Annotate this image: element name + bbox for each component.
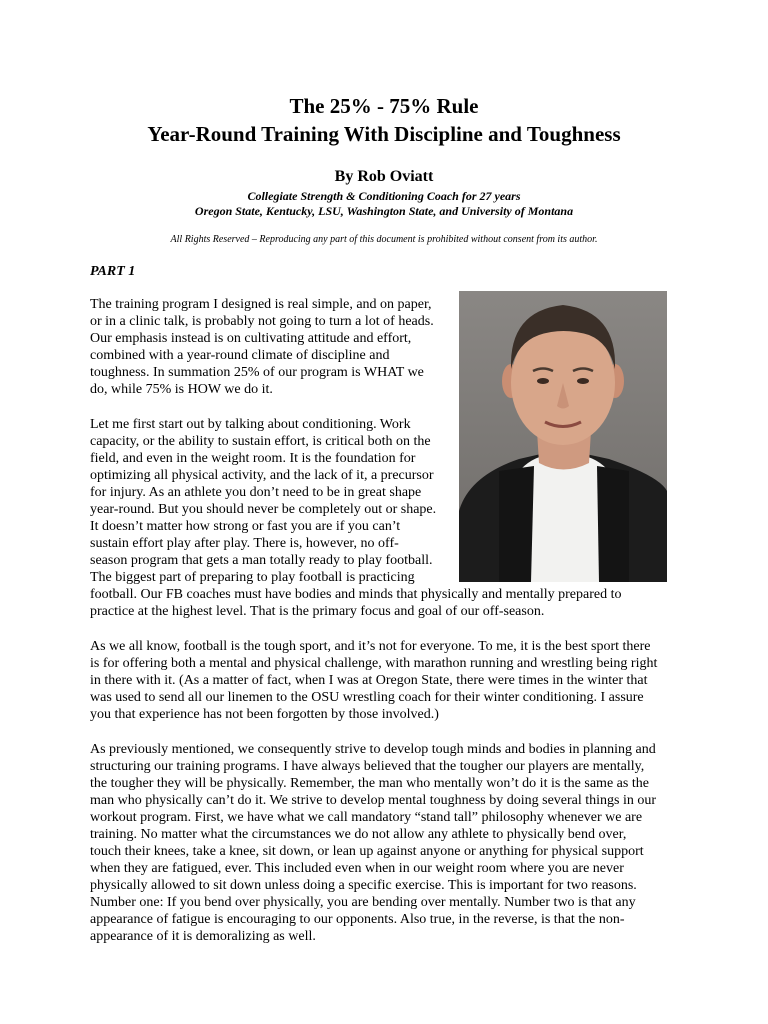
- text-line: was used to send all our linemen to the OSU wrestling coach for their winter conditioning. I assure: [90, 690, 644, 705]
- text-line: As previously mentioned, we consequently strive to develop tough minds and bodies in planning and: [90, 742, 656, 757]
- text-line: It doesn’t matter how strong or fast you are if you can’t: [90, 519, 401, 534]
- text-line: As we all know, football is the tough sport, and it’s not for everyone. To me, it is the best sport there: [90, 639, 651, 654]
- text-line: year-round. But you should never be completely out or shape.: [90, 502, 437, 517]
- text-line: man who physically can’t do it. We strive to develop mental toughness by doing several things in our: [90, 793, 657, 808]
- text-line: field, and even in the weight room. It is the foundation for: [90, 451, 416, 466]
- section-label: PART 1: [90, 264, 136, 279]
- text-line: do, while 75% is HOW we do it.: [90, 382, 273, 397]
- author-photo: [459, 291, 667, 582]
- text-line: in there with it. (As a matter of fact, when I was at Oregon State, there were times in the winter that: [90, 673, 648, 688]
- author-byline: By Rob Oviatt: [334, 168, 434, 185]
- text-line: training. No matter what the circumstances we do not allow any athlete to physically bend over,: [90, 827, 627, 842]
- rights-notice: All Rights Reserved – Reproducing any part of this document is prohibited without consent from its author.: [170, 234, 598, 245]
- text-line: the tougher they will be physically. Remember, the man who mentally won’t do it is the same as the: [90, 776, 649, 791]
- text-line: appearance of it is demoralizing as well.: [90, 929, 316, 944]
- text-line: season program that gets a man totally ready to play football.: [90, 553, 433, 568]
- text-line: is for offering both a mental and physical challenge, with marathon running and wrestling being right: [90, 656, 658, 671]
- text-line: capacity, or the ability to sustain effort, is critical both on the: [90, 434, 431, 449]
- text-line: you that experience has not been forgotten by those involved.): [90, 707, 439, 722]
- text-line: toughness. In summation 25% of our program is WHAT we: [90, 365, 424, 380]
- text-line: when they are fatigued, ever. This included even when in our weight room where you are never: [90, 861, 624, 876]
- text-line: appearance of fatigue is encouraging to our opponents. Also true, in the reverse, is that the non-: [90, 912, 625, 927]
- text-line: Our emphasis instead is on cultivating attitude and effort,: [90, 331, 412, 346]
- text-line: combined with a year-round climate of discipline and: [90, 348, 390, 363]
- title-line-2: Year-Round Training With Discipline and Toughness: [147, 122, 621, 146]
- text-line: The training program I designed is real simple, and on paper,: [90, 297, 432, 312]
- title-line-1: The 25% - 75% Rule: [289, 94, 479, 118]
- text-line: practice at the highest level. That is the primary focus and goal of our off-season.: [90, 604, 545, 619]
- text-line: for injury. As an athlete you don’t need to be in great shape: [90, 485, 422, 500]
- text-line: touch their knees, take a knee, sit down, or lean up against anyone or anything for physical support: [90, 844, 644, 859]
- text-line: or in a clinic talk, is probably not going to turn a lot of heads.: [90, 314, 434, 329]
- text-line: Let me first start out by talking about conditioning. Work: [90, 417, 411, 432]
- text-line: football. Our FB coaches must have bodies and minds that physically and mentally prepared to: [90, 587, 622, 602]
- text-line: sustain effort play after play. There is, however, no off-: [90, 536, 399, 551]
- author-credential-1: Collegiate Strength & Conditioning Coach for 27 years: [247, 189, 521, 203]
- author-credential-2: Oregon State, Kentucky, LSU, Washington State, and University of Montana: [194, 204, 574, 218]
- text-line: structuring our training programs. I have always believed that the tougher our players are mentally,: [90, 759, 645, 774]
- text-line: physically allowed to sit down unless doing a specific exercise. This is important for two reasons.: [90, 878, 637, 893]
- text-line: The biggest part of preparing to play football is practicing: [90, 570, 415, 585]
- text-line: optimizing all physical activity, and the lack of it, a precursor: [90, 468, 434, 483]
- text-line: workout program. First, we have what we call mandatory “stand tall” philosophy whenever we are: [90, 810, 643, 825]
- text-line: Number one: If you bend over physically, you are bending over mentally. Number two is that any: [90, 895, 636, 910]
